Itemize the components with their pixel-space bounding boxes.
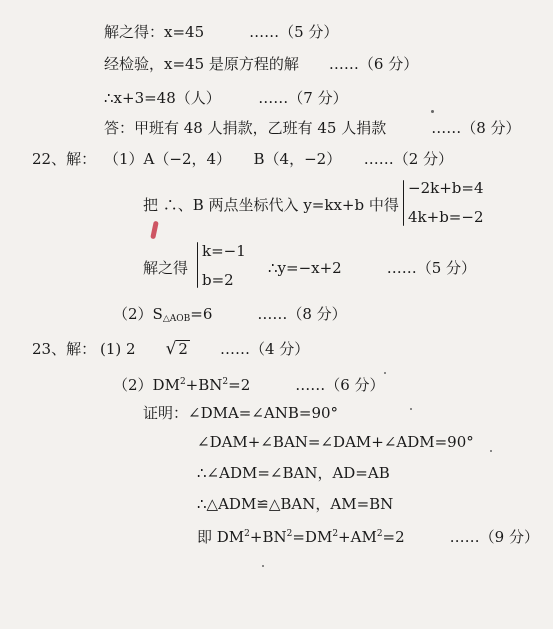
system1-eq1: −2k+b=4 <box>408 179 484 197</box>
scan-speck <box>410 408 412 410</box>
line-verify: 经检验，x=45 是原方程的解 ……（6 分） <box>104 55 419 73</box>
proof-line-2: ∠DAM+∠BAN=∠DAM+∠ADM=90° <box>197 433 474 451</box>
system1-eq2: 4k+b=−2 <box>408 208 484 226</box>
q22-substitute-text: 把 ∴、B 两点坐标代入 y=kx+b 中得 <box>143 196 399 214</box>
q22-label: 22、解： <box>32 150 97 168</box>
system2-eq2: b=2 <box>202 271 234 289</box>
q23-label: 23、解： <box>32 340 97 358</box>
system-brace-1 <box>403 180 404 226</box>
scan-speck <box>384 372 386 374</box>
system2-eq1: k=−1 <box>202 242 246 260</box>
proof-line-5: 即 $DM^2+BN^2=DM^2+AM^2=2$ ……（9 分） <box>197 528 539 546</box>
line-solve-x: 解之得：x=45 ……（5 分） <box>104 23 339 41</box>
q22-solve-text: 解之得 <box>143 259 189 277</box>
sqrt-radicand: 2 <box>178 340 188 358</box>
scan-speck <box>262 565 264 567</box>
system-brace-2 <box>197 242 198 288</box>
red-ink-mark <box>150 221 159 240</box>
proof-line-1: 证明：∠DMA=∠ANB=90° <box>143 404 339 422</box>
proof-line-4: ∴△ADM≌△BAN，AM=BN <box>197 495 394 513</box>
q22-part1: （1）A（−2，4） B（4，−2） ……（2 分） <box>104 150 454 168</box>
proof-line-3: ∴∠ADM=∠BAN，AD=AB <box>197 464 390 482</box>
q23-part2: $(2)DM^2+BN^2=2$ ……（6 分） <box>113 376 385 394</box>
line-people: ∴x+3=48（人） ……（7 分） <box>104 89 348 107</box>
scan-speck <box>431 110 434 113</box>
q22-function-result: ∴y=−x+2 ……（5 分） <box>268 259 477 277</box>
line-answer: 答：甲班有 48 人捐款，乙班有 45 人捐款 ……（8 分） <box>104 119 521 137</box>
scan-speck <box>490 450 492 452</box>
q23-part1: (1) 2 √ 2 ……（4 分） <box>100 339 310 359</box>
q22-part2: $(2)S_{\triangle AOB}=6$ ……（8 分） <box>113 305 347 324</box>
